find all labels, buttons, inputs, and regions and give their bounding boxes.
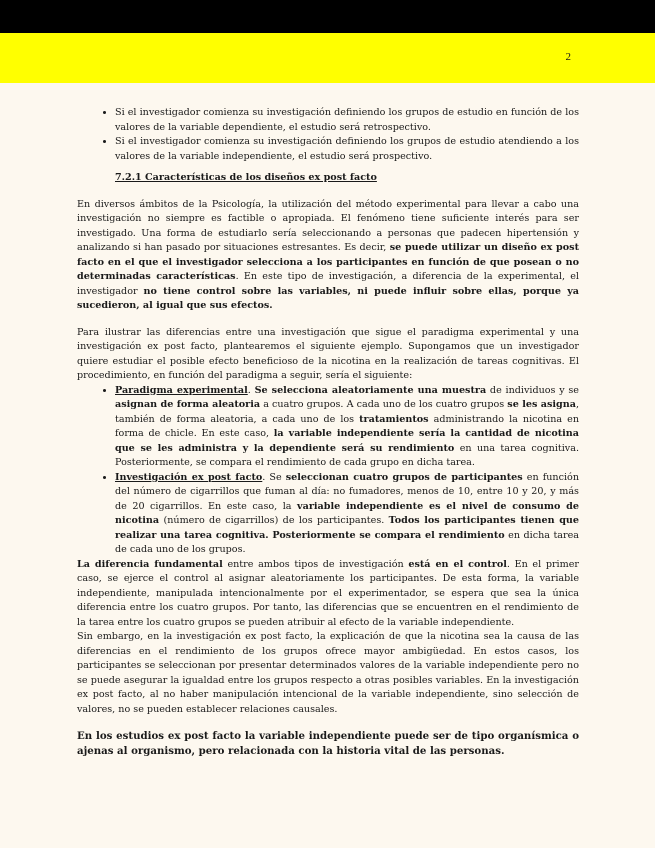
document-body [77,106,579,759]
bullet-experimental: • Paradigma experimental. Se selecciona aleatoriamente una muestra de individuos y se asignan de forma aleatoria a cuatro grupos. A cada uno de los cuatro grupos se les asigna, también de forma aleatoria, a cada uno de los tratamientos administrando la nicotina en forma de chicle. En este caso, la variable independiente sería la cantidad de nicotina que se les administra y la dependiente será su rendimiento en una tarea cognitiva. Posteriormente, se compara el rendimiento de cada grupo en dicha tarea. [115,384,579,471]
page-header [0,33,655,83]
list-item: • Si el investigador comienza su investigación definiendo los grupos de estudio atendiendo a los valores de la variable independiente, el estudio será prospectivo. [115,135,579,164]
page-number: 2 [565,51,571,63]
bullet-ex-post-facto: • Investigación ex post facto. Se seleccionan cuatro grupos de participantes en función del número de cigarrillos que fuman al día: no fumadores, menos de 10, entre 10 y 20, y más de 20 cigarrillos. En este caso, la variable independiente es el nivel de consumo de nicotina (número de cigarrillos) de los participantes. Todos los participantes tienen que realizar una tarea cognitiva. Posteriormente se compara el rendimiento en dicha tarea de cada uno de los grupos. [115,471,579,558]
paradigm-bullet-list [77,384,579,558]
paragraph-5: En los estudios ex post facto la variable independiente puede ser de tipo organísmica o ajenas al organismo, pero relacionada con la historia vital de las personas. [77,730,579,757]
paragraph-3: La diferencia fundamental entre ambos tipos de investigación está en el control. En el primer caso, se ejerce el control al asignar aleatoriamente los participantes. De esta forma, la variable independiente, manipulada intencionalmente por el experimentador, se espera que sea la única diferencia entre los cuatro grupos. Por tanto, las diferencias que se encuentren en el rendimiento de la tarea entre los cuatro grupos se pueden atribuir al efecto de la variable independiente. [77,558,579,628]
intro-bullet-list [77,106,579,164]
section-heading: 7.2.1 Características de los diseños ex post facto [115,172,377,183]
paragraph-2: Para ilustrar las diferencias entre una investigación que sigue el paradigma experimental y una investigación ex post facto, plantearemos el siguiente ejemplo. Supongamos que un investigador quiere estudiar el posible efecto beneficioso de la nicotina en la realización de tareas cognitivas. El procedimiento, en función del paradigma a seguir, sería el siguiente: [77,326,579,381]
list-item: • Si el investigador comienza su investigación definiendo los grupos de estudio en función de los valores de la variable dependiente, el estudio será retrospectivo. [115,106,579,135]
paragraph-1: En diversos ámbitos de la Psicología, la utilización del método experimental para llevar a cabo una investigación no siempre es factible o apropiada. El fenómeno tiene suficiente interés para ser investigado. Una forma de estudiarlo sería seleccionando a personas que padecen hipertensión y analizando si han pasado por situaciones estresantes. Es decir, se puede utilizar un diseño ex post facto en el que el investigador selecciona a los participantes en función de que posean o no determinadas características. En este tipo de investigación, a diferencia de la experimental, el investigador no tiene control sobre las variables, ni puede influir sobre ellas, porque ya sucedieron, al igual que sus efectos. [77,198,580,311]
top-black-bar [0,0,655,33]
paragraph-4: Sin embargo, en la investigación ex post facto, la explicación de que la nicotina sea la causa de las diferencias en el rendimiento de los grupos ofrece mayor ambigüedad. En estos casos, los participantes se seleccionan por presentar determinados valores de la variable independiente pero no se puede asegurar la igualdad entre los grupos respecto a otras posibles variables. En la investigación ex post facto, al no haber manipulación intencional de la variable independiente, sino selección de valores, no se pueden establecer relaciones causales. [77,631,579,715]
